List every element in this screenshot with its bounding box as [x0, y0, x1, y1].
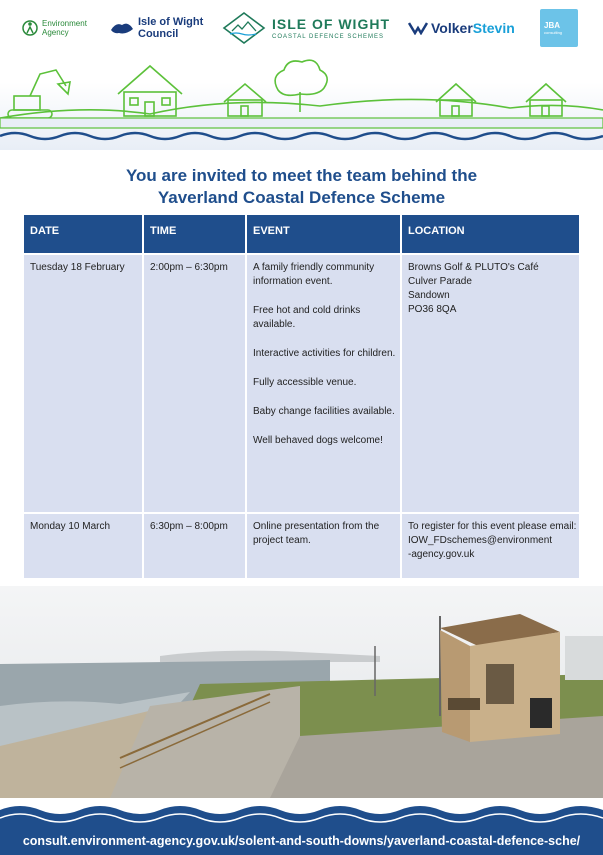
cell-location	[402, 255, 579, 512]
volker-stevin-logo	[408, 8, 515, 48]
consultation-url-link[interactable]: consult.environment-agency.gov.uk/solent-and-south-downs/yaverland-coastal-defence-sche/	[22, 834, 581, 848]
event-detail: Fully accessible venue.	[253, 377, 357, 388]
ea-name-line2: Agency	[42, 28, 69, 37]
hills-line	[0, 99, 603, 118]
header-date: DATE	[24, 215, 144, 253]
cell-location	[402, 514, 579, 578]
house-icon	[436, 84, 476, 116]
volker-stevin-mark-icon	[408, 21, 428, 35]
cell-event	[247, 255, 402, 512]
coastal-defence-schemes-logo	[222, 8, 390, 48]
event-detail: Well behaved dogs welcome!	[253, 435, 383, 446]
event-detail: Interactive activities for children.	[253, 348, 396, 359]
vs-name-part1: Volker	[431, 20, 473, 36]
environment-agency-icon	[22, 18, 38, 38]
coastal-defence-emblem-icon	[222, 11, 266, 45]
environment-agency-logo	[22, 8, 87, 48]
heading-line2: Yaverland Coastal Defence Scheme	[157, 188, 446, 207]
invitation-heading	[24, 165, 579, 209]
location-line: Browns Golf & PLUTO's Café	[408, 262, 539, 273]
header	[0, 0, 603, 150]
cds-subtitle: COASTAL DEFENCE SCHEMES	[272, 34, 385, 40]
event-detail: Baby change facilities available.	[253, 406, 395, 417]
jba-subtitle: consulting	[544, 30, 563, 35]
header-time: TIME	[144, 215, 247, 253]
jba-consulting-logo	[540, 8, 578, 48]
events-table	[24, 215, 579, 578]
vs-name-part2: Stevin	[472, 20, 515, 36]
house-icon	[526, 84, 566, 116]
footer	[0, 798, 603, 855]
location-line: Sandown	[408, 290, 450, 301]
header-event: EVENT	[247, 215, 402, 253]
iow-name-line2: Council	[138, 28, 179, 40]
house-icon	[118, 66, 182, 116]
cell-time: 2:00pm – 6:30pm	[144, 255, 247, 512]
event-detail: Online presentation from the project team.	[253, 521, 380, 546]
registration-email-link-cont[interactable]: -agency.gov.uk	[408, 549, 475, 560]
event-detail: Free hot and cold drinks available.	[253, 305, 361, 330]
header-location: LOCATION	[408, 225, 465, 237]
location-line: To register for this event please email:	[408, 521, 577, 532]
event-card	[24, 151, 579, 578]
logo-bar	[0, 8, 603, 48]
cell-date: Monday 10 March	[24, 514, 144, 578]
house-icon	[224, 84, 266, 116]
sea-wall	[0, 118, 603, 128]
beach-shelter	[440, 614, 560, 742]
ea-name-line1: Environment	[42, 19, 87, 28]
isle-of-wight-council-logo	[110, 8, 203, 48]
table-row	[24, 512, 579, 578]
cds-title: ISLE OF WIGHT	[272, 16, 390, 32]
event-detail: A family friendly community information event.	[253, 262, 375, 287]
seafront-photo	[0, 586, 603, 798]
cell-date: Tuesday 18 February	[24, 255, 144, 512]
table-row	[24, 253, 579, 512]
location-line: Culver Parade	[408, 276, 472, 287]
cell-time: 6:30pm – 8:00pm	[144, 514, 247, 578]
location-line: PO36 8QA	[408, 304, 457, 315]
table-header-row	[24, 215, 579, 253]
iow-name-line1: Isle of Wight	[138, 16, 204, 28]
line-art-scene-illustration	[0, 52, 603, 152]
registration-email-link[interactable]: IOW_FDschemes@environment	[408, 535, 553, 546]
wave-line	[0, 133, 603, 139]
footer-waves	[0, 798, 603, 828]
jba-title: JBA	[544, 21, 561, 30]
heading-line1: You are invited to meet the team behind the	[125, 166, 478, 185]
island-icon	[110, 20, 134, 36]
cell-event	[247, 514, 402, 578]
